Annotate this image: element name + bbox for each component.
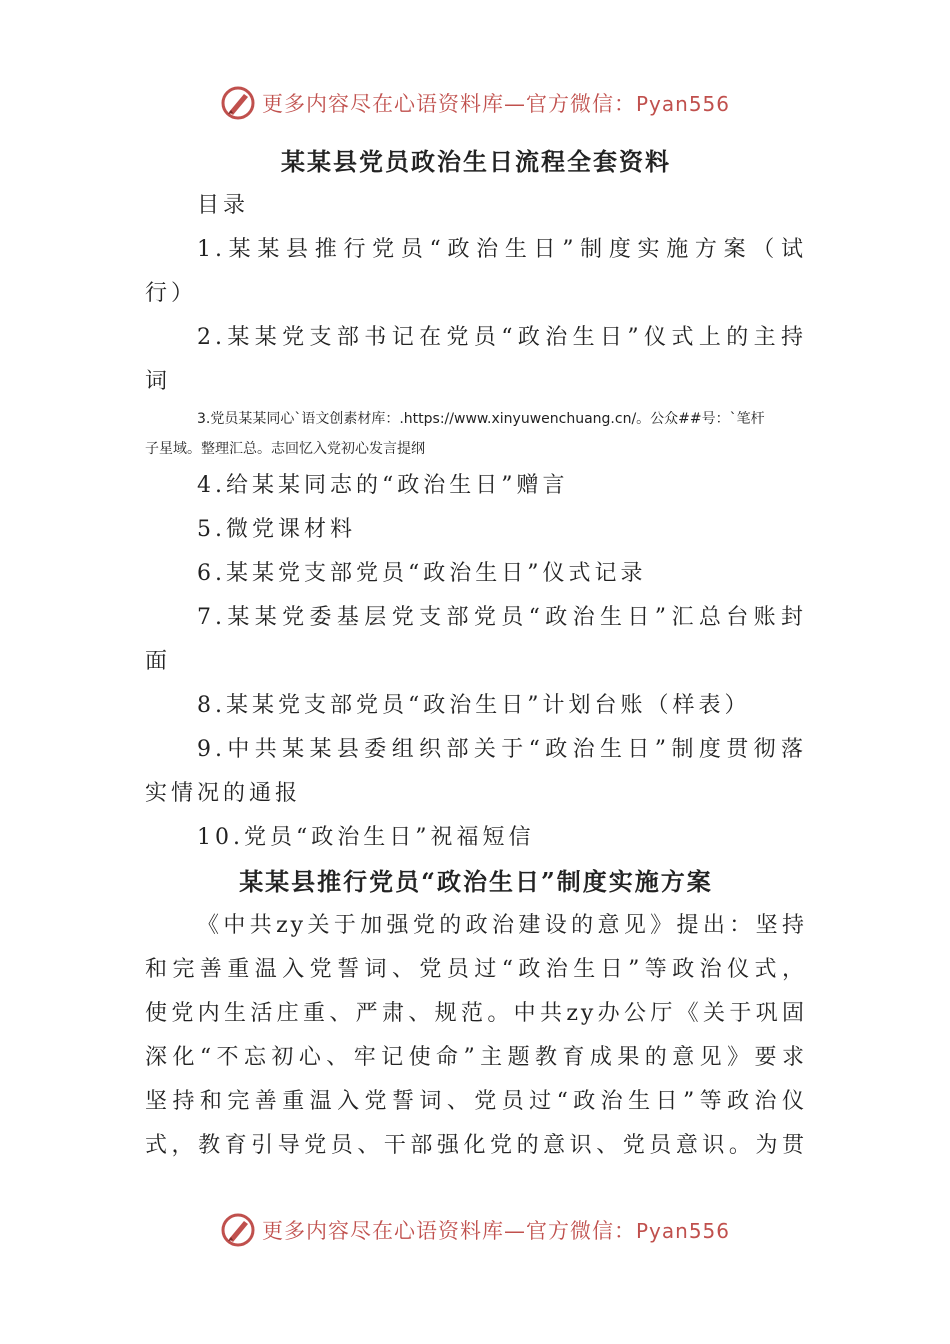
toc-item-10: 10.党员“政治生日”祝福短信 [197, 825, 535, 850]
body-paragraph-line: 使党内生活庄重、严肃、规范。中共zy办公厅《关于巩固 [145, 1001, 807, 1026]
toc-item-2-line-1: 2.某某党支部书记在党员“政治生日”仪式上的主持 [197, 325, 807, 350]
toc-item-1-line-1: 1.某某县推行党员“政治生日”制度实施方案（试 [197, 237, 807, 262]
toc-item-2-line-2: 词 [145, 369, 172, 394]
toc-item-7-line-1: 7.某某党委基层党支部党员“政治生日”汇总台账封 [197, 605, 807, 630]
banner-text: 更多内容尽在心语资料库—官方微信：Pyan556 [261, 92, 730, 116]
toc-item-5: 5.微党课材料 [197, 517, 356, 542]
toc-item-9-line-2: 实情况的通报 [145, 781, 302, 806]
toc-item-9-line-1: 9.中共某某县委组织部关于“政治生日”制度贯彻落 [197, 737, 807, 762]
header-watermark-banner [0, 83, 950, 123]
banner-text: 更多内容尽在心语资料库—官方微信：Pyan556 [261, 1219, 730, 1243]
toc-item-1-line-2: 行） [145, 281, 198, 306]
toc-item-3-line-2: 子星域。整理汇总。志回忆入党初心发言提纲 [145, 441, 425, 457]
wechat-id: Pyan556 [635, 92, 730, 116]
document-body [145, 140, 807, 1168]
toc-item-7-line-2: 面 [145, 649, 172, 674]
toc-item-3-line-1: 3.党员某某同心`语文创素材库：.https://www.xinyuwenchuang.cn/。公众##号：`笔杆 [197, 411, 765, 427]
body-paragraph-line: 式，教育引导党员、干部强化党的意识、党员意识。为贯 [145, 1133, 807, 1158]
body-paragraph-line: 深化“不忘初心、牢记使命”主题教育成果的意见》要求 [145, 1045, 807, 1070]
toc-heading: 目录 [197, 193, 250, 218]
body-paragraph-line: 和完善重温入党誓词、党员过“政治生日”等政治仪式， [145, 957, 807, 982]
body-paragraph-line: 坚持和完善重温入党誓词、党员过“政治生日”等政治仪 [145, 1089, 807, 1114]
toc-item-6: 6.某某党支部党员“政治生日”仪式记录 [197, 561, 647, 586]
pen-circle-logo-icon [220, 1212, 256, 1248]
toc-item-8: 8.某某党支部党员“政治生日”计划台账（样表） [197, 693, 751, 718]
wechat-id: Pyan556 [635, 1219, 730, 1243]
footer-watermark-banner [0, 1210, 950, 1250]
body-paragraph-line: 《中共zy关于加强党的政治建设的意见》提出：坚持 [197, 913, 807, 938]
document-title: 某某县党员政治生日流程全套资料 [281, 147, 671, 176]
pen-circle-logo-icon [220, 85, 256, 121]
toc-item-4: 4.给某某同志的“政治生日”赠言 [197, 473, 569, 498]
section-title: 某某县推行党员“政治生日”制度实施方案 [239, 867, 713, 896]
